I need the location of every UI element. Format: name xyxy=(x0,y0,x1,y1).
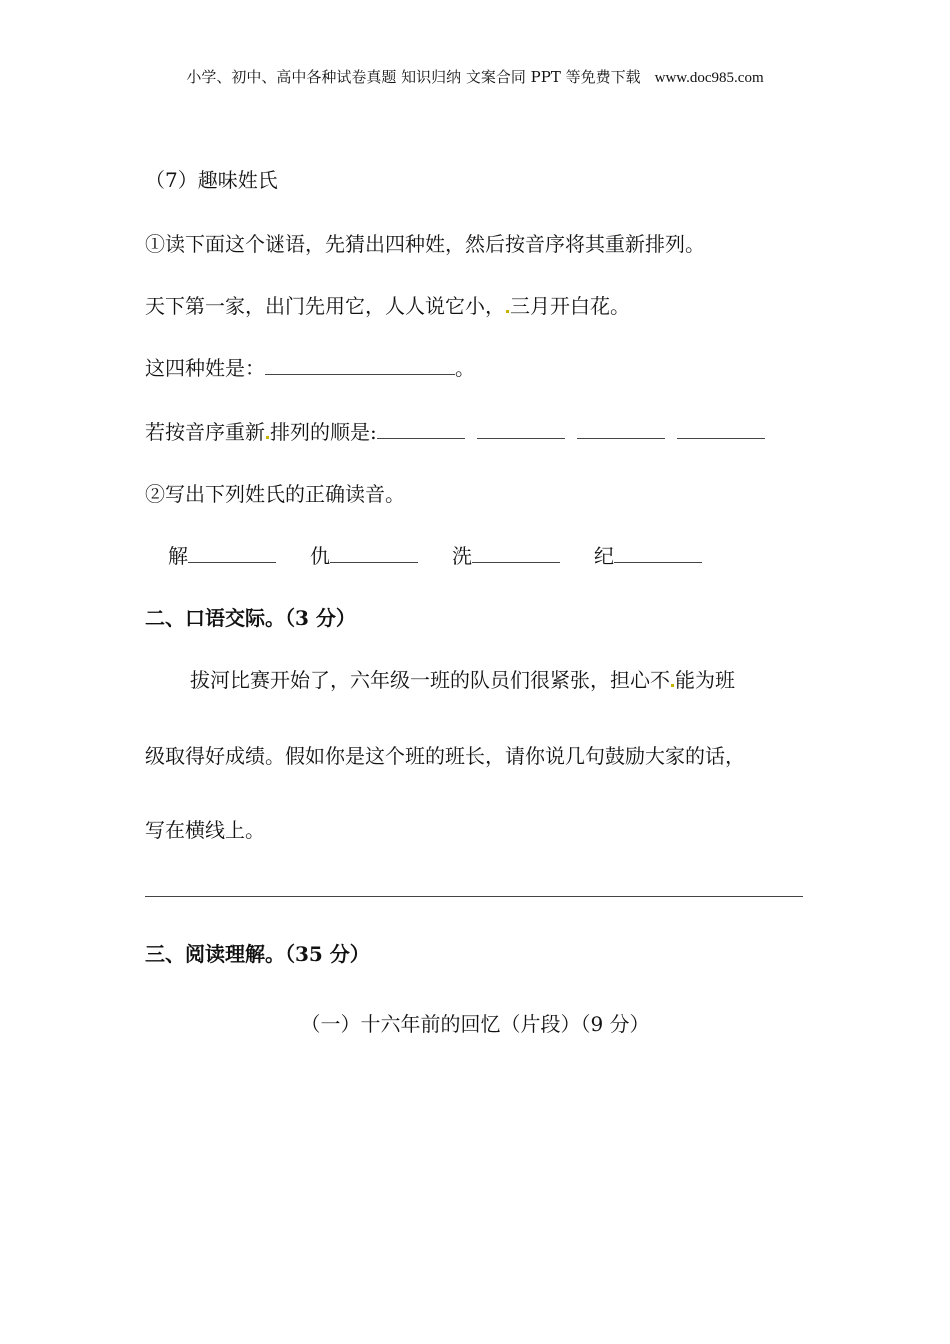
reorder-row xyxy=(145,416,765,445)
reading-blank[interactable] xyxy=(614,544,702,563)
mark-dot xyxy=(506,310,509,313)
riddle-text xyxy=(145,290,630,319)
section2-para-line2: 级取得好成绩。假如你是这个班的班长，请你说几句鼓励大家的话， xyxy=(145,744,745,768)
riddle-part-a: 天下第一家，出门先用它，人人说它小， xyxy=(145,294,505,318)
section2-title: 二、口语交际。（3 分） xyxy=(145,606,356,630)
header-url[interactable]: www.doc985.com xyxy=(654,70,764,86)
reading-blank[interactable] xyxy=(330,544,418,563)
surname-reading-row xyxy=(168,540,736,569)
riddle-part-b: 三月开白花。 xyxy=(510,294,630,318)
four-surnames-blank[interactable] xyxy=(265,356,455,375)
mark-dot xyxy=(266,436,269,439)
reading-blank[interactable] xyxy=(472,544,560,563)
four-surnames-label: 这四种姓是： xyxy=(145,356,265,380)
section7-question1: ①读下面这个谜语，先猜出四种姓，然后按音序将其重新排列。 xyxy=(145,232,705,256)
surname-item: 洗 xyxy=(452,540,560,569)
section2-para-line1: 拔河比赛开始了，六年级一班的队员们很紧张，担心不 能为班 xyxy=(190,668,735,692)
reorder-blank-2[interactable] xyxy=(477,420,565,439)
four-surnames-end: 。 xyxy=(455,356,475,380)
surname-item: 解 xyxy=(168,540,276,569)
reorder-label-b: 排列的顺是: xyxy=(270,420,377,444)
section7-question2: ②写出下列姓氏的正确读音。 xyxy=(145,482,405,506)
four-surnames-row xyxy=(145,352,475,381)
surname-item: 纪 xyxy=(594,540,702,569)
reading-blank[interactable] xyxy=(188,544,276,563)
section3-title: 三、阅读理解。（35 分） xyxy=(145,942,370,966)
section3-subtitle: （一）十六年前的回忆（片段）（9 分） xyxy=(300,1012,650,1036)
surname-item: 仇 xyxy=(310,540,418,569)
reorder-blank-3[interactable] xyxy=(577,420,665,439)
page-header xyxy=(0,66,950,87)
answer-line[interactable] xyxy=(145,896,803,897)
mark-dot xyxy=(671,684,674,687)
section2-para-line3: 写在横线上。 xyxy=(145,818,265,842)
reorder-blank-1[interactable] xyxy=(377,420,465,439)
reorder-label-a: 若按音序重新 xyxy=(145,420,265,444)
reorder-blank-4[interactable] xyxy=(677,420,765,439)
header-title: 小学、初中、高中各种试卷真题 知识归纳 文案合同 PPT 等免费下载 xyxy=(186,68,641,86)
section7-title: （7）趣味姓氏 xyxy=(145,168,278,192)
